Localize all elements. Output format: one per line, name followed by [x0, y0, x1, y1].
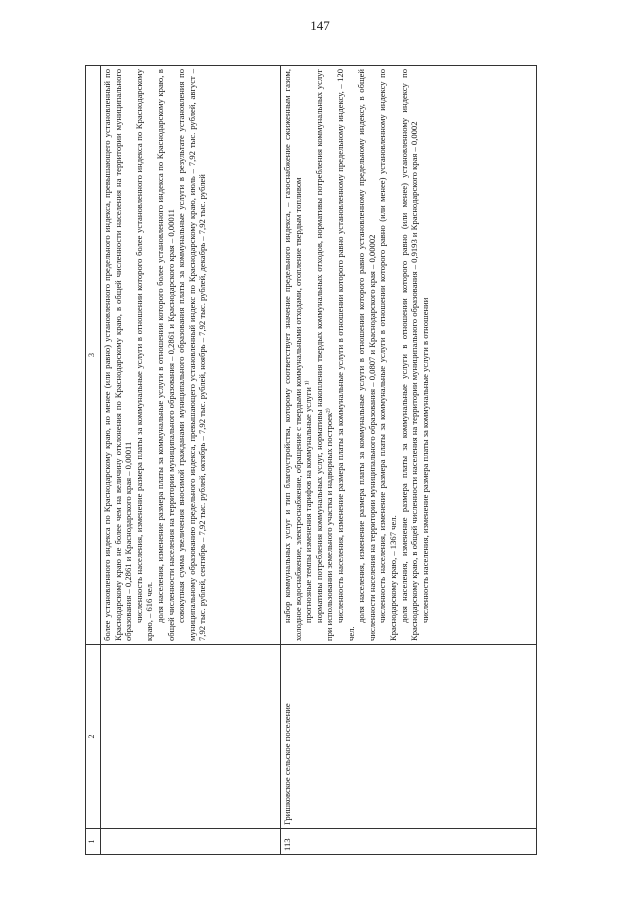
paragraph: более установленного индекса по Краснодарскому краю, но менее (или равно) установленного предельного индекса, превышающего установленный по Краснодарскому краю не более чем на величину отклонения по Краснодарскому краю, в общей численности населения на территории муниципального образования – 0,2861 и Краснодарского края – 0,00011	[102, 69, 134, 641]
row-number	[101, 829, 281, 855]
paragraph: численность населения, изменение размера платы за коммунальные услуги в отношении которого равно (или менее) установленному индексу по Краснодарскому краю, – 1367 чел.	[377, 69, 398, 641]
paragraph: нормативы потребления коммунальных услуг, нормативы накопления твердых коммунальных отходов, нормативы потребления коммунальных услуг при использовании земельного участка и надворных построек²⁾	[313, 69, 335, 641]
table-row	[101, 66, 281, 855]
settlement-name: Гришковское сельское поселение	[281, 645, 537, 829]
table-header-row	[86, 66, 101, 855]
paragraph: доля населения, изменение размера платы за коммунальные услуги в отношении которого более установленного индекса по Краснодарскому краю, в общей численности населения на территории муниципального образования – 0,2861 и Краснодарского края – 0,00011	[154, 69, 176, 641]
table-viewport	[85, 65, 537, 855]
rotated-table-container	[85, 65, 537, 855]
settlement-name	[101, 645, 281, 829]
row-details	[281, 66, 537, 645]
paragraph: численность населения, изменение размера платы за коммунальные услуги в отношении	[419, 297, 430, 623]
paragraph: доля населения, изменение размера платы за коммунальные услуги в отношении которого равно установленному предельному индексу, в общей численности населения на территории муниципального образования – 0,0807 и Краснодарского края – 0,00002	[356, 69, 377, 641]
row-number: 113	[281, 829, 537, 855]
paragraph: набор коммунальных услуг и тип благоустройства, которому соответствует значение предельного индекса, – газоснабжение сжиженным газом, холодное водоснабжение, электроснабжение, обращение с твердыми коммунальными отходами, отопление твердым топливом	[282, 69, 303, 641]
paragraph: численность населения, изменение размера платы за коммунальные услуги в отношении которого равно установленному предельному индексу, – 120 чел.	[334, 69, 356, 641]
paragraph: совокупная сумма увеличения вносимой гражданами муниципального образования платы за коммунальные услуги в результате установления по муниципальному образованию предельного индекса, превышающего установленный индекс по Краснодарскому краю, июль – 7,92 тыс. рублей, август – 7,92 тыс. рублей, сентябрь – 7,92 тыс. рублей, октябрь – 7,92 тыс. рублей, ноябрь – 7,92 тыс. рублей, декабрь – 7,92 тыс. рублей	[176, 69, 208, 641]
paragraph: доля населения, изменение размера платы за коммунальные услуги в отношении которого равно (или менее) установленному индексу по Краснодарскому краю, в общей численности населения на территории муниципального образования – 0,9193 и Краснодарского края – 0,0002	[398, 69, 420, 641]
page-number: 147	[310, 18, 330, 33]
header-col3: 3	[86, 66, 101, 645]
tariff-table	[85, 65, 537, 855]
paragraph: прогнозные темпы изменения тарифов на коммунальные услуги ¹⁾	[303, 380, 314, 623]
header-col2: 2	[86, 645, 101, 829]
header-col1: 1	[86, 829, 101, 855]
row-details	[101, 66, 281, 645]
paragraph: численность населения, изменение размера платы за коммунальные услуги в отношении которого более установленного индекса по Краснодарскому краю, – 616 чел.	[133, 69, 155, 641]
table-row	[281, 66, 537, 855]
